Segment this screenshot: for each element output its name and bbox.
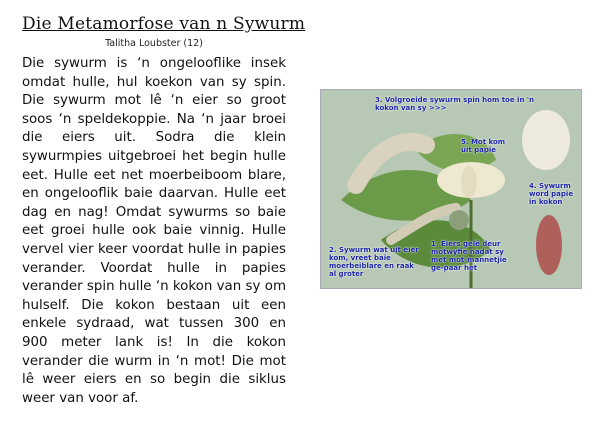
life-cycle-illustration xyxy=(320,89,582,289)
label-stage-5: 5. Mot kom uit papie xyxy=(461,138,506,154)
pupa xyxy=(536,215,562,275)
label-stage-4: 4. Sywurm word papie in kokon xyxy=(529,182,574,206)
author-line: Talitha Loubster (12) xyxy=(105,38,203,49)
moth-body xyxy=(461,166,477,198)
label-stage-3: 3. Volgroeide sywurm spin hom toe in 'n kokon van sy >>> xyxy=(375,96,534,112)
egg-cluster xyxy=(449,210,469,230)
body-paragraph: Die sywurm is ‘n ongelooflike insek omdat hulle, hul koekon van sy spin. Die sywurm mot lê ‘n eier so groot soos ‘n speldekoppie. Na ‘n jaar broei die eiers uit. Sodra die klein sywurmpies uitgebroei het begin hulle eet. Hulle eet net moerbeiboom blare, en ongelooflik baie daarvan. Hulle eet dag en nag! Omdat sywurms so baie eet groei hulle ook baie vinnig. Hulle vervel vier keer voordat hulle in papies verander. Voordat hulle in papies verander spin hulle ‘n kokon van sy om hulself. Die kokon bestaan uit een enkele sydraad, wat tussen 300 en 900 meter lank is! In die kokon verander die wurm in ‘n mot! Die mot lê weer eiers en so begin die siklus weer van voor af. xyxy=(22,56,286,406)
label-stage-1: 1. Eiers gelê deur motwyfie nadat sy met mot-mannetjie ge-paar het xyxy=(431,240,507,272)
page-title: Die Metamorfose van n Sywurm xyxy=(22,14,306,34)
cocoon xyxy=(522,110,570,170)
label-stage-2: 2. Sywurm wat uit eier kom, vreet baie moerbeiblare en raak al groter xyxy=(329,246,419,278)
